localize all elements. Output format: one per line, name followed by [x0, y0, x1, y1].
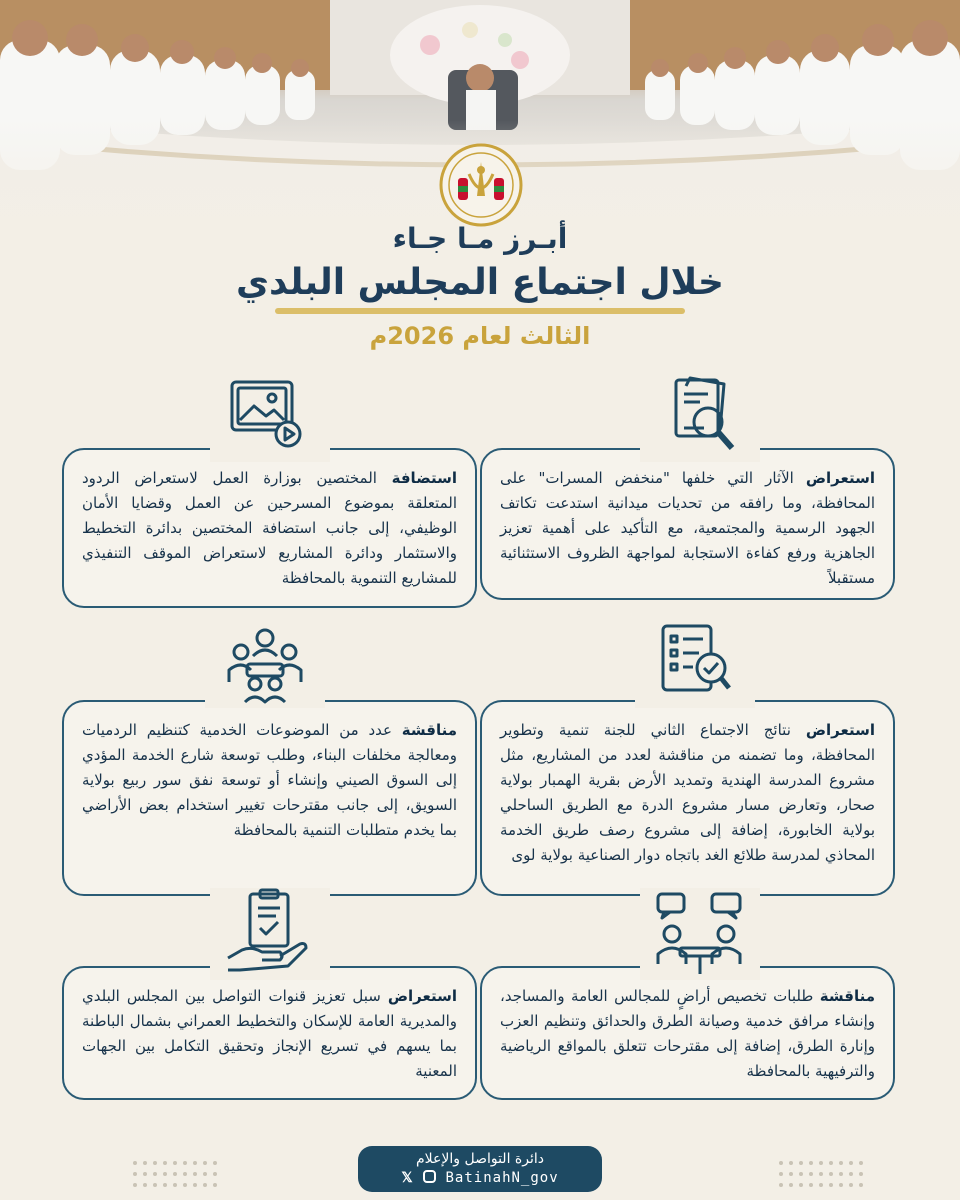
footer-department: دائرة التواصل والإعلام: [416, 1151, 544, 1167]
checklist-search-icon: [635, 616, 755, 708]
card-body: عدد من الموضوعات الخدمية كتنظيم الردميات ومعالجة مخلفات البناء، وطلب توسعة شارع الخدمة المؤدي إلى السوق الصيني وإنشاء أو توسعة نفق سور ربيع بولاية السويق، إلى جانب مقترحات تغيير استخدام بعض الأراضي بما يخدم متطلبات التنمية بالمحافظة: [82, 721, 457, 839]
title-line-2: خلال اجتماع المجلس البلدي: [236, 262, 724, 303]
card-body: الآثار التي خلفها "منخفض المسرات" على المحافظة، وما رافقه من تحديات ميدانية استدعت تكاتف الجهود الرسمية والمجتمعية، مع التأكيد على أهمية تعزيز الجاهزية ورفع كفاءة الاستجابة لمواجهة الظروف الاستثنائية مستقبلاً: [500, 469, 875, 587]
card-lead: استعراض: [387, 987, 457, 1005]
discussion-people-icon: [640, 888, 760, 980]
card-lead: مناقشة: [401, 721, 457, 739]
document-hand-icon: [210, 888, 330, 980]
card-body: سبل تعزيز قنوات التواصل بين المجلس البلدي والمديرية العامة للإسكان والتخطيط العمراني بشمال الباطنة بما يسهم في تسريع الإنجاز وتحقيق التكامل بين الجهات المعنية: [82, 987, 457, 1080]
highlight-card: [480, 448, 895, 600]
card-body: طلبات تخصيص أراضٍ للمجالس العامة والمساجد، وإنشاء مرافق خدمية وصيانة الطرق والحدائق وتنظيم العزب وإنارة الطرق، إضافة إلى مقترحات تتعلق بالمواقع الرياضية والترفيهية بالمحافظة: [500, 987, 875, 1080]
card-lead: استعراض: [805, 721, 875, 739]
highlight-card: [480, 700, 895, 896]
card-lead: مناقشة: [819, 987, 875, 1005]
card-lead: استضافة: [391, 469, 457, 487]
title-line-1: أبـرز مـا جـاء: [392, 222, 568, 255]
council-emblem-logo: [436, 140, 526, 230]
dot-pattern-left: [130, 1158, 220, 1190]
highlight-card: [480, 966, 895, 1100]
instagram-icon: [423, 1170, 436, 1183]
title-line-3: الثالث لعام 2026م: [369, 322, 591, 350]
image-media-icon: [210, 370, 330, 462]
meeting-group-icon: [205, 616, 325, 708]
card-body: نتائج الاجتماع الثاني للجنة تنمية وتطوير المحافظة، وما تضمنه من مناقشة لعدد من المشاريع، مثل مشروع المدرسة الهندية وتمديد الأرض بقرية الهمبار بولاية صحار، وتعارض مسار مشروع الدرة مع الطريق الساحلي بولاية الخابورة، إضافة إلى مشروع رصف طريق الخدمة المحاذي لمدرسة طلائع الغد باتجاه دوار الصناعية بولاية لوى: [500, 721, 875, 864]
footer-social-pill: [358, 1146, 602, 1192]
highlight-card: [62, 448, 477, 608]
highlight-card: [62, 966, 477, 1100]
x-social-icon: 𝕏: [401, 1170, 414, 1186]
footer-handle: BatinahN_gov: [445, 1170, 559, 1186]
title-underline: [275, 308, 685, 314]
card-lead: استعراض: [805, 469, 875, 487]
highlight-card: [62, 700, 477, 896]
document-search-icon: [640, 370, 760, 462]
dot-pattern-right: [776, 1158, 866, 1190]
footer-handle-row[interactable]: [358, 1170, 602, 1186]
card-body: المختصين بوزارة العمل لاستعراض الردود المتعلقة بموضوع المسرحين عن العمل وقضايا الأمان الوظيفي، إلى جانب استضافة المختصين بدائرة التخطيط والاستثمار ودائرة المشاريع لاستعراض الموقف التنفيذي للمشاريع التنموية بالمحافظة: [82, 469, 457, 587]
